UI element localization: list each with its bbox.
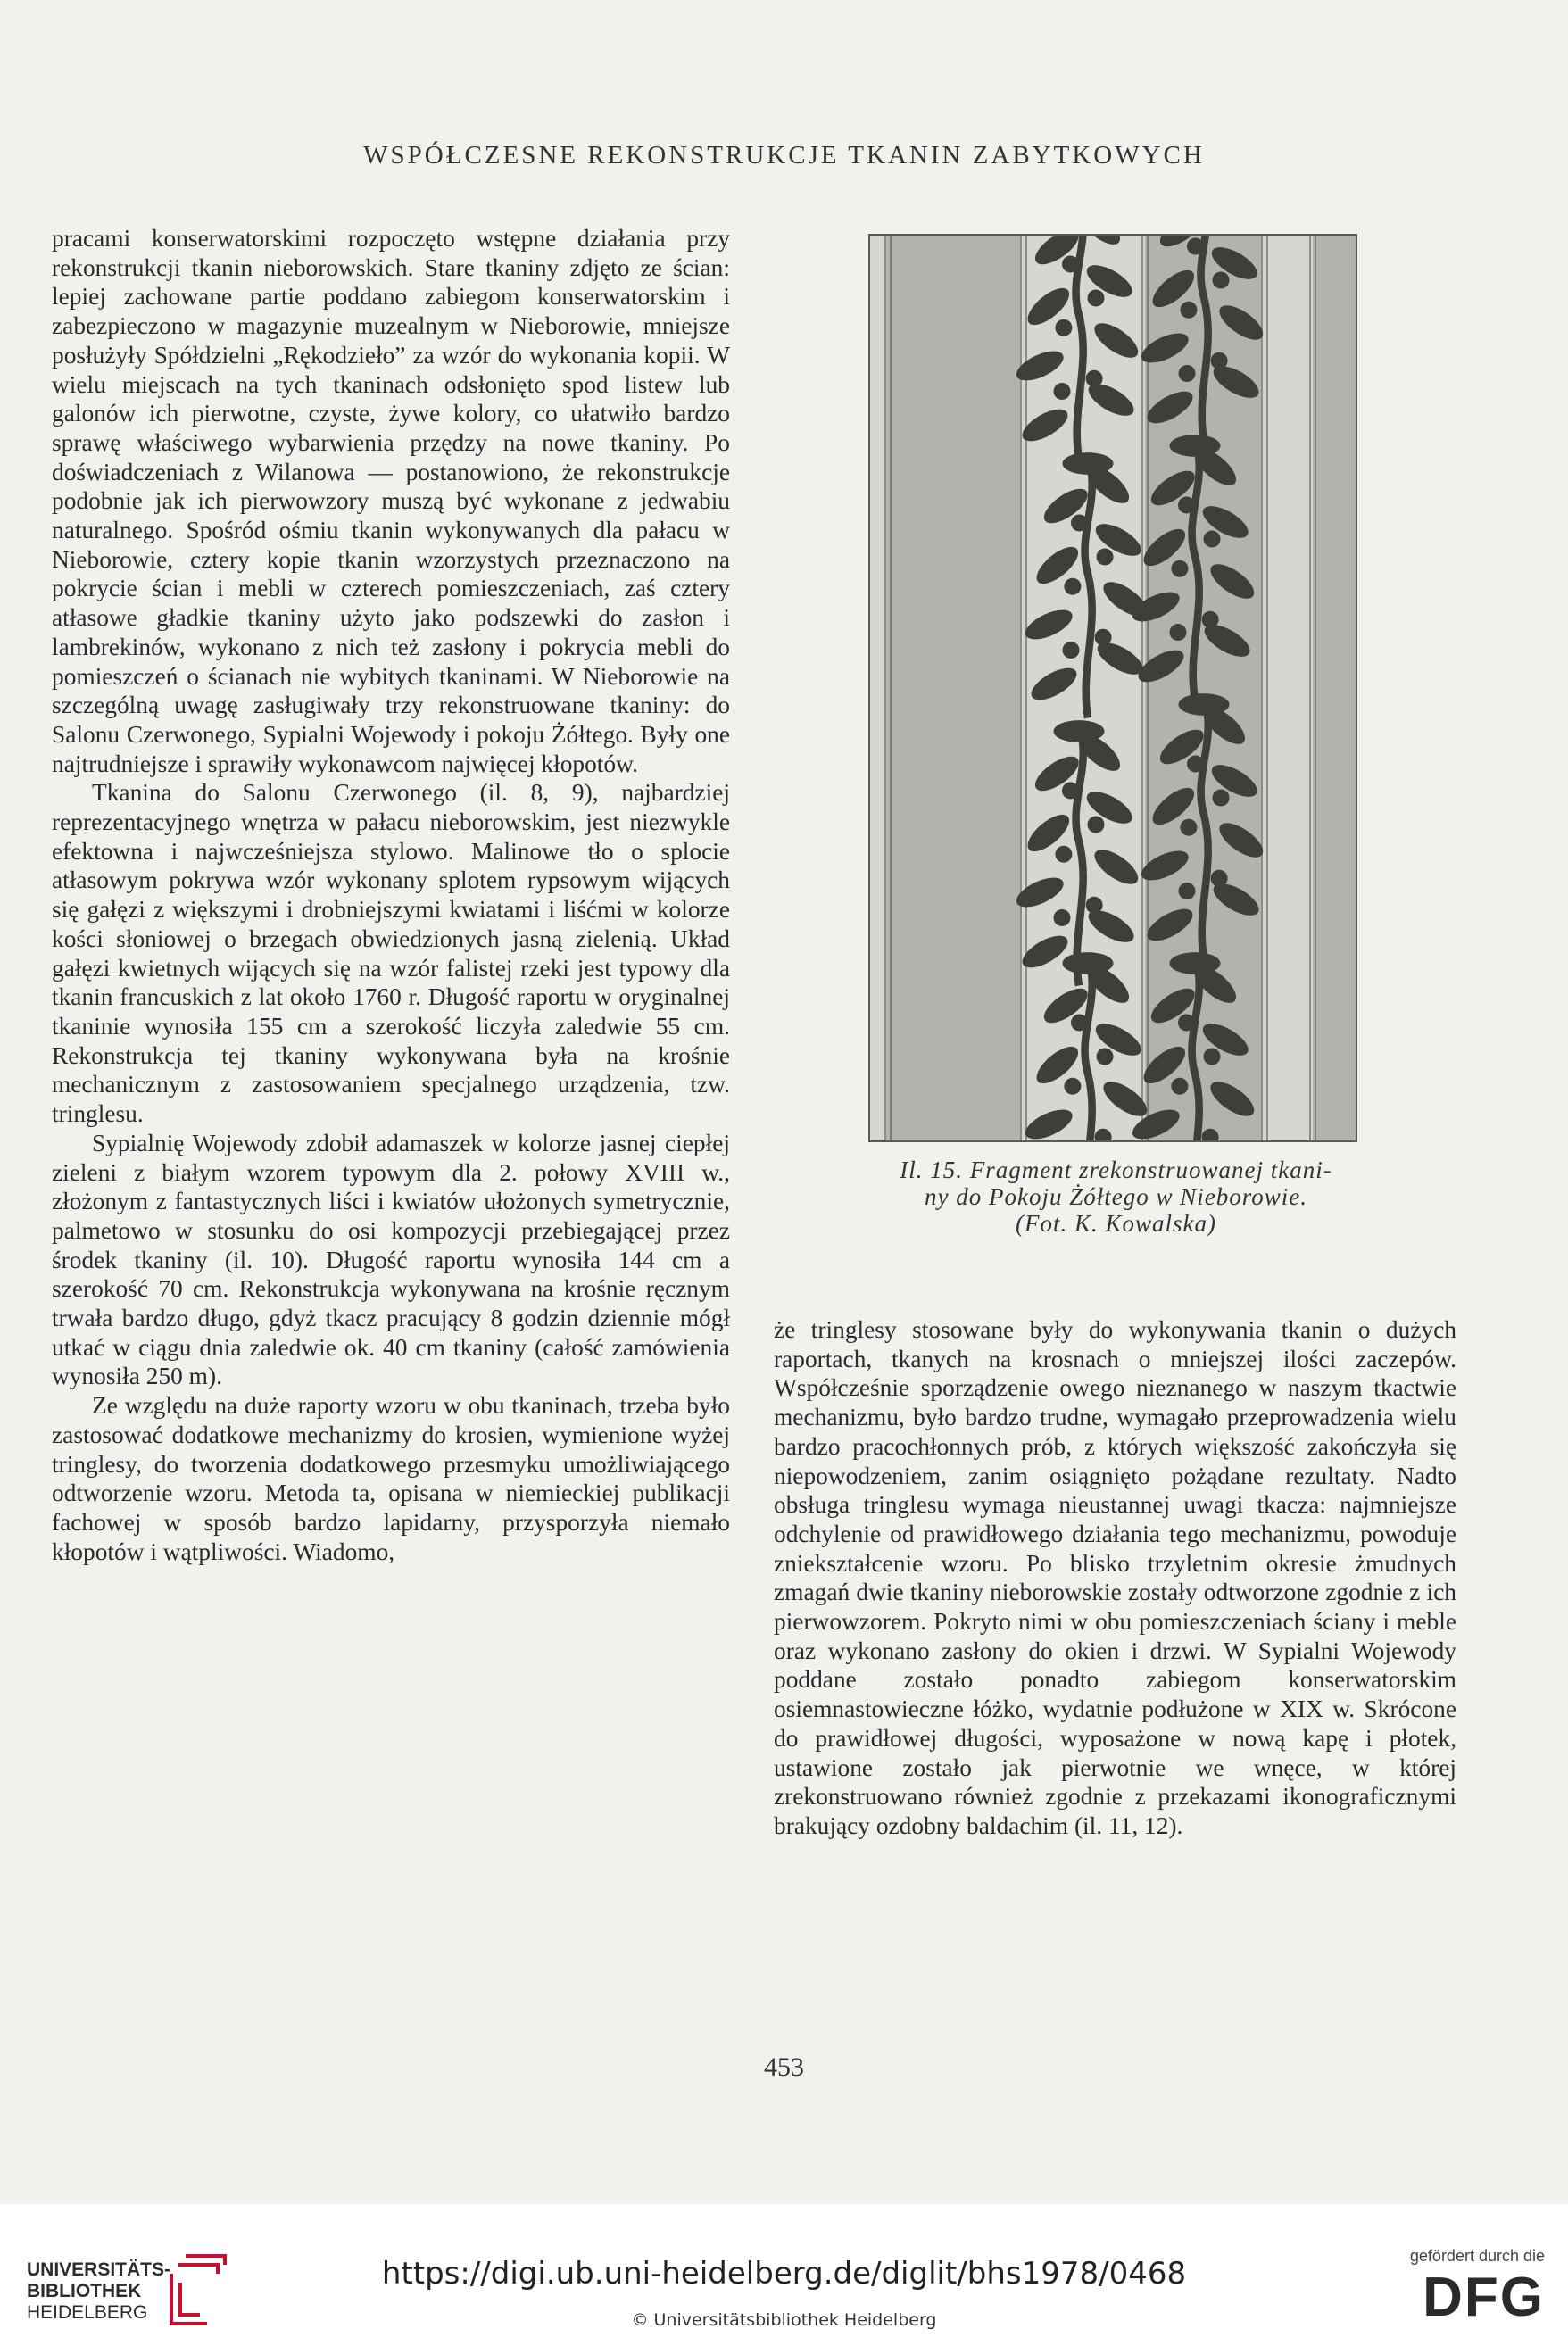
sprig-flower [1180, 302, 1197, 319]
sprig-leaf [1063, 952, 1114, 974]
sprig-flower [1170, 624, 1187, 641]
fabric-stripe [1313, 234, 1357, 1142]
sprig-flower [1071, 515, 1088, 532]
library-line-3: HEIDELBERG [27, 2302, 148, 2323]
caption-line-1: Il. 15. Fragment zrekonstruowanej tkani- [900, 1156, 1332, 1183]
sprig-flower [1054, 383, 1071, 400]
caption-line-2: ny do Pokoju Żółtego w Nieborowie. [925, 1183, 1307, 1210]
sprig-flower [1204, 531, 1221, 548]
stripe-edge [1141, 234, 1143, 1142]
caption-line-3: (Fot. K. Kowalska) [1016, 1210, 1216, 1237]
page-number: 453 [764, 2052, 804, 2082]
sprig-flower [1086, 370, 1103, 387]
sprig-flower [1204, 1049, 1221, 1065]
fabric-photo-image [868, 234, 1357, 1142]
stripe-edge [890, 234, 892, 1142]
sprig-flower [1064, 578, 1081, 595]
stripe-edge [1261, 234, 1263, 1142]
sprig-flower [1062, 783, 1079, 800]
sprig-flower [1064, 1078, 1081, 1095]
library-line-1: UNIVERSITÄTS- [27, 2259, 171, 2280]
right-text-column [774, 1315, 1456, 1841]
sprig-flower [1095, 629, 1112, 646]
sprig-leaf [1170, 952, 1221, 974]
sprig-flower [1211, 870, 1228, 887]
figure-caption [837, 1156, 1395, 1237]
stripe-edge [1147, 234, 1149, 1142]
sponsor-label: gefördert durch die [1409, 2247, 1545, 2265]
stripe-edge [884, 234, 886, 1142]
sprig-flower [1055, 846, 1072, 863]
sprig-flower [1097, 549, 1114, 566]
sprig-flower [1171, 1078, 1188, 1095]
stripe-edge [1309, 234, 1311, 1142]
stripe-edge [1315, 234, 1316, 1142]
running-head: WSPÓŁCZESNE REKONSTRUKCJE TKANIN ZABYTKOWYCH [363, 141, 1205, 170]
dfg-sponsor-logo[interactable] [1384, 2247, 1545, 2336]
viewer-footer [0, 2204, 1568, 2346]
left-text-column [52, 224, 730, 1566]
sprig-flower [1088, 290, 1105, 307]
copyright-notice: © Universitätsbibliothek Heidelberg [631, 2310, 937, 2330]
sprig-flower [1171, 560, 1188, 577]
sprig-flower [1063, 642, 1080, 659]
sprig-leaf [1179, 693, 1230, 716]
sprig-flower [1178, 497, 1195, 514]
sprig-flower [1071, 1015, 1088, 1032]
sprig-flower [1097, 1049, 1114, 1065]
sprig-flower [1187, 756, 1204, 773]
sprig-flower [1213, 272, 1230, 289]
sprig-flower [1179, 883, 1196, 899]
fabric-figure [868, 234, 1357, 1142]
dfg-logo-icon: DFG [1423, 2267, 1545, 2328]
sprig-flower [1062, 256, 1079, 273]
library-line-2: BIBLIOTHEK [27, 2281, 142, 2301]
paragraph: pracami konserwatorskimi rozpoczęto wstępne działania przy rekonstrukcji tkanin nieborowskich. Stare tkaniny zdjęto ze ścian: lepiej zachowane partie poddano zabiegom konserwatorskim i zabezpieczono w magazynie muzealnym w Nieborowie, mniejsze posłużyły Spółdzielni „Rękodzieło” za wzór do wykonania kopii. W wielu miejscach na tych tkaninach odsłonięto spod listew lub galonów ich pierwotne, czyste, żywe kolory, co ułatwiło bardzo sprawę właściwego wybarwienia przędzy na nowe tkaniny. Po doświadczeniach z Wilanowa — postanowiono, że rekonstrukcje podobnie jak ich pierwowzory muszą być wykonane z jedwabiu naturalnego. Spośród ośmiu tkanin wykonywanych dla pałacu w Nieborowie, cztery kopie tkanin wzorzystych przeznaczono na pokrycie ścian i mebli w czterech pomieszczeniach, zaś cztery atłasowe gładkie tkaniny użyto jako podszewki do zasłon i lambrekinów, wykonano z nich też zasłony i pokrycia mebli do pomieszczeń o ścianach nie wybitych tkaninami. W Nieborowie na szczególną uwagę zasługiwały trzy rekonstruowane tkaniny: do Salonu Czerwonego, Sypialni Wojewody i pokoju Żółtego. Były one najtrudniejsze i sprawiły wykonawcom najwięcej kłopotów. [52, 225, 730, 777]
sprig-flower [1211, 352, 1228, 369]
permalink-url[interactable]: https://digi.ub.uni-heidelberg.de/diglit/bhs1978/0468 [381, 2256, 1187, 2292]
sprig-flower [1213, 790, 1230, 807]
sprig-flower [1055, 319, 1072, 336]
sprig-flower [1180, 819, 1197, 836]
sprig-flower [1187, 238, 1204, 255]
sprig-flower [1179, 365, 1196, 382]
paragraph: Ze względu na duże raporty wzoru w obu tkaninach, trzeba było zastosować dodatkowe mechanizmy do krosien, wymienione wyżej tringlesy, do tworzenia dodatkowego przesmyku umożliwiającego odtworzenie wzoru. Metoda ta, opisana w niemieckiej publikacji fachowej w sposób bardzo lapidarny, przysporzyła niemało kłopotów i wątpliwości. Wiadomo, [52, 1392, 730, 1565]
sprig-flower [1202, 611, 1219, 628]
sprig-flower [1088, 817, 1105, 833]
sprig-leaf [1170, 435, 1221, 457]
sprig-leaf [1054, 720, 1105, 742]
fabric-stripe [886, 234, 1020, 1142]
paragraph: że tringlesy stosowane były do wykonywania tkanin o dużych raportach, tkanych na krosnach o mniejszej ilości zaczepów. Współcześnie sporządzenie owego nieznanego w naszym tkactwie mechanizmu, było bardzo trudne, wymagało przeprowadzenia wielu bardzo pracochłonnych prób, z których większość zakończyła się niepowodzeniem, zanim osiągnięto pożądane rezultaty. Nadto obsługa tringlesu wymaga nieustannej uwagi tkacza: najmniejsze odchylenie od prawidłowego działania tego mechanizmu, powoduje zniekształcenie wzoru. Po blisko trzyletnim okresie żmudnych zmagań dwie tkaniny nieborowskie zostały odtworzone zgodnie z ich pierwowzorem. Pokryto nimi w obu pomieszczeniach ściany i meble oraz wykonano zasłony do okien i drzwi. W Sypialni Wojewody poddane zostało ponadto zabiegom konserwatorskim osiemnastowieczne łóżko, wydatnie podłużone w XIX w. Skrócone do prawidłowej długości, wyposażone w nową kapę i płotek, ustawione zostało jak pierwotnie we wnęce, w której zrekonstruowano również zgodnie z przekazami ikonograficznymi brakujący ozdobny baldachim (il. 11, 12). [774, 1316, 1456, 1839]
sprig-flower [1086, 897, 1103, 914]
stripe-edge [1266, 234, 1268, 1142]
sprig-leaf [1063, 452, 1114, 475]
paragraph: Tkanina do Salonu Czerwonego (il. 8, 9), najbardziej reprezentacyjnego wnętrza w pałacu nieborowskim, jest niezwykle efektowna i najwcześniejsza stylowo. Malinowe tło o splocie atłasowym pokrywa wzór wykonany splotem rypsowym wijących się gałęzi z większymi i drobniejszymi kwiatami i liśćmi w kolorze kości słoniowej o brzegach obwiedzionych jasną zielenią. Układ gałęzi kwietnych wijących się na wzór falistej rzeki jest typowy dla tkanin francuskich z lat około 1760 r. Długość raportu w oryginalnej tkaninie wynosiła 155 cm a szerokość liczyła zaledwie 55 cm. Rekonstrukcja tej tkaniny wykonywana była na krośnie mechanicznym z zastosowaniem specjalnego urządzenia, tzw. tringlesu. [52, 779, 730, 1128]
sprig-flower [1178, 1015, 1195, 1032]
paragraph: Sypialnię Wojewody zdobił adamaszek w kolorze jasnej ciepłej zieleni z białym wzorem typowym dla 2. połowy XVIII w., złożonym z fantastycznych liści i kwiatów ułożonych symetrycznie, palmetowo w stosunku do osi kompozycji przebiegającej przez środek tkaniny (il. 10). Długość raportu wynosiła 144 cm a szerokość 70 cm. Rekonstrukcja wykonywana na krośnie ręcznym trwała bardzo długo, gdyż tkacz pracujący 8 godzin dziennie mógł utkać w ciągu dnia zaledwie ok. 40 cm tkaniny (całość zamówienia wynosiła 250 m). [52, 1129, 730, 1390]
sprig-flower [1054, 909, 1071, 926]
